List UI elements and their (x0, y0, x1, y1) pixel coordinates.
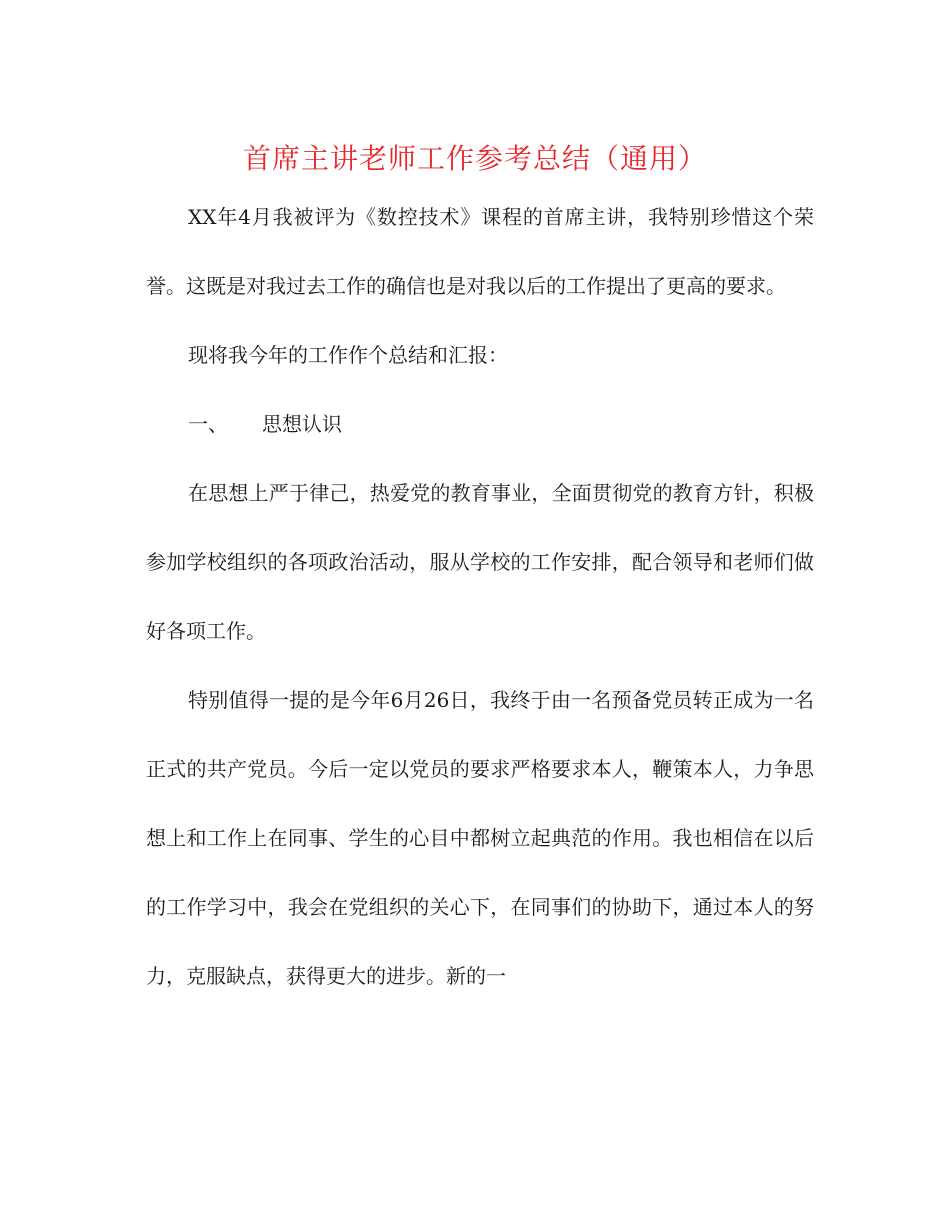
paragraph-summary-lead: 现将我今年的工作作个总结和汇报： (188, 343, 508, 367)
section-number: 一、 (188, 412, 228, 436)
paragraph-party-membership: 特别值得一提的是今年6月26日，我终于由一名预备党员转正成为一名正式的共产党员。今后一定以党员的要求严格要求本人，鞭策本人，力争思想上和工作上在同事、学生的心目中都树立起典范的作用。我也相信在以后的工作学习中，我会在党组织的关心下，在同事们的协助下，通过本人的努力，克服缺点，获得更大的进步。新的一 (146, 688, 814, 988)
document-body (146, 183, 814, 1011)
paragraph-intro: XX年4月我被评为《数控技术》课程的首席主讲，我特别珍惜这个荣誉。这既是对我过去工作的确信也是对我以后的工作提出了更高的要求。 (146, 205, 814, 298)
document-title: 首席主讲老师工作参考总结（通用） (242, 142, 707, 175)
section-heading (146, 390, 814, 459)
section-title: 思想认识 (262, 412, 342, 436)
paragraph-ideology: 在思想上严于律己，热爱党的教育事业，全面贯彻党的教育方针，积极参加学校组织的各项政治活动，服从学校的工作安排，配合领导和老师们做好各项工作。 (146, 481, 814, 643)
